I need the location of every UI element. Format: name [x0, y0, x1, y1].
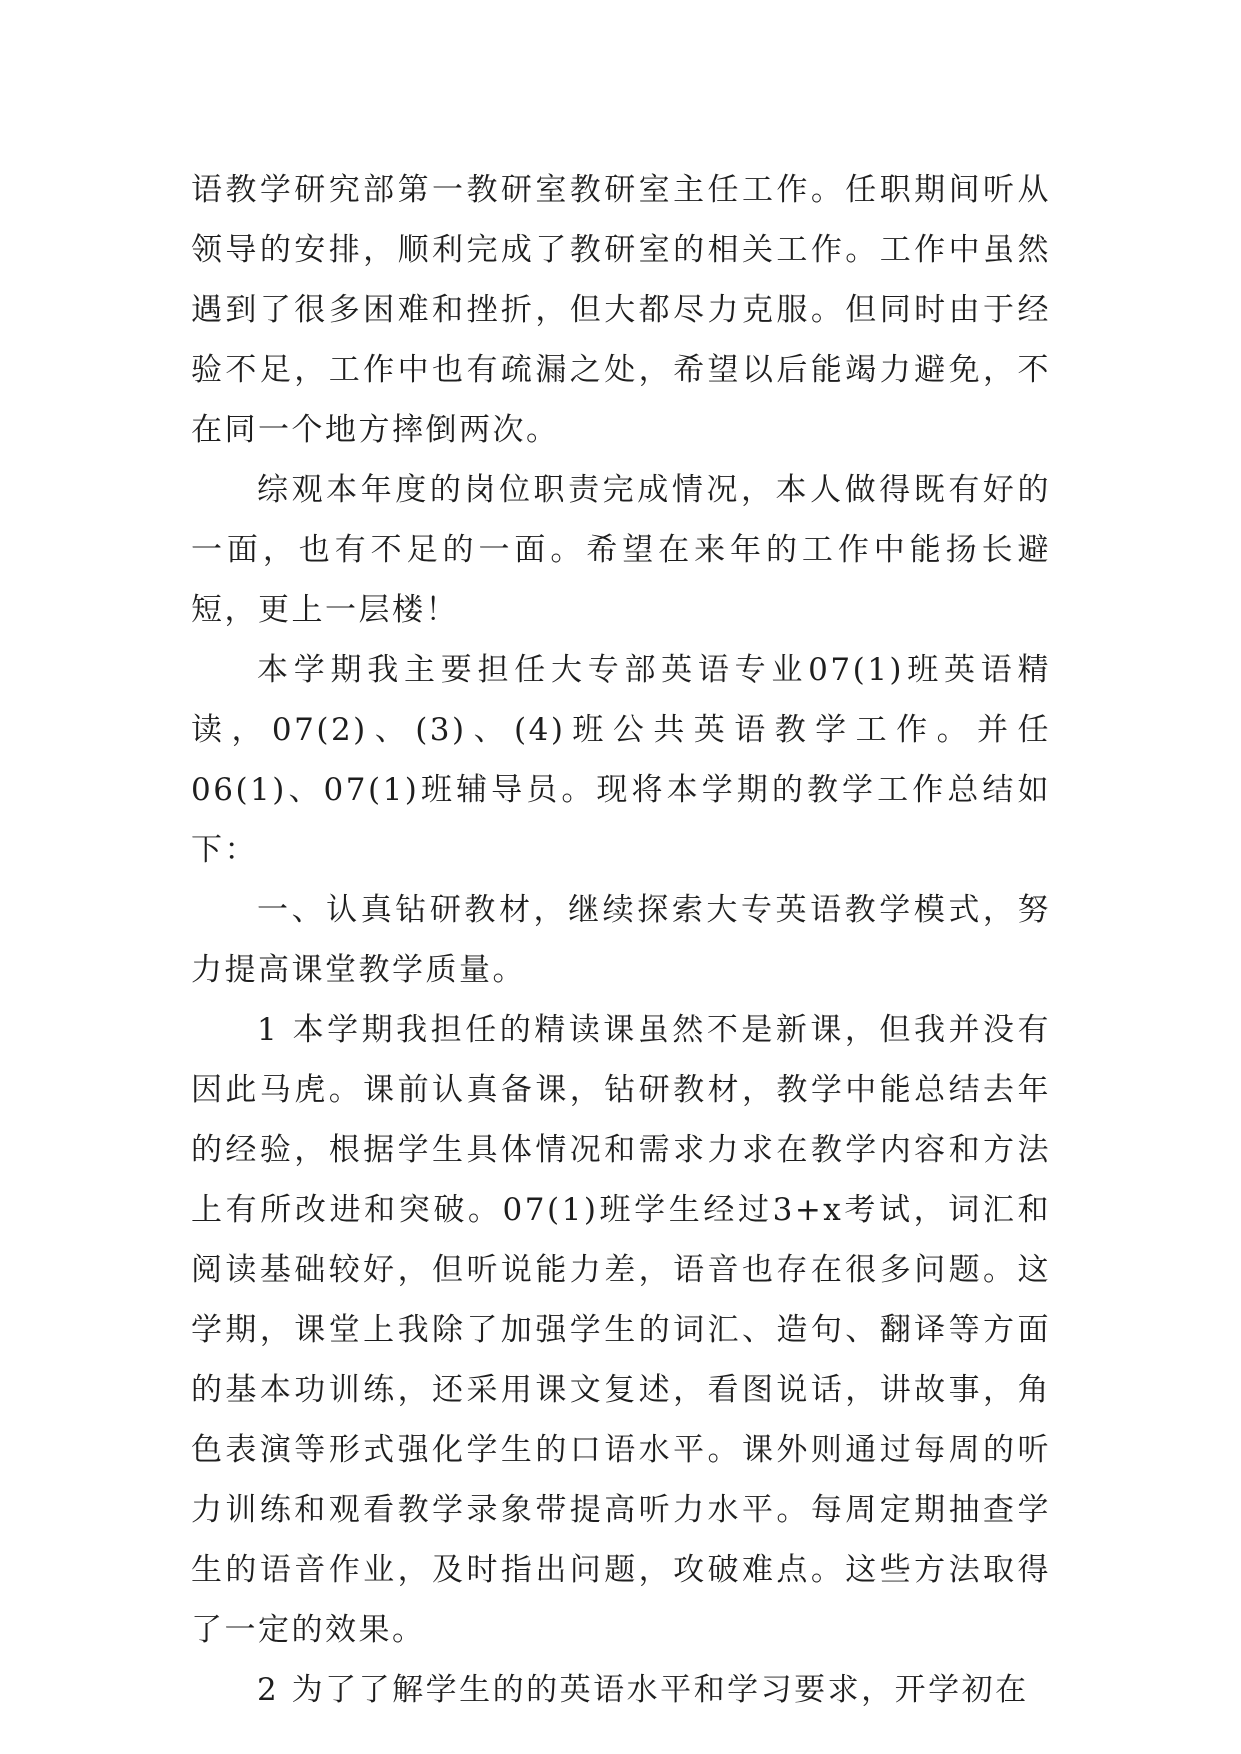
- paragraph-4: 一、认真钻研教材，继续探索大专英语教学模式，努力提高课堂教学质量。: [191, 892, 1051, 988]
- paragraph-5: 1 本学期我担任的精读课虽然不是新课，但我并没有因此马虎。课前认真备课，钻研教材，教学中能总结去年的经验，根据学生具体情况和需求力求在教学内容和方法上有所改进和突破。07(1)班学生经过3+x考试，词汇和阅读基础较好，但听说能力差，语音也存在很多问题。这学期，课堂上我除了加强学生的词汇、造句、翻译等方面的基本功训练，还采用课文复述，看图说话，讲故事，角色表演等形式强化学生的口语水平。课外则通过每周的听力训练和观看教学录象带提高听力水平。每周定期抽查学生的语音作业，及时指出问题，攻破难点。这些方法取得了一定的效果。: [191, 1012, 1051, 1648]
- paragraph-1: 语教学研究部第一教研室教研室主任工作。任职期间听从领导的安排，顺利完成了教研室的相关工作。工作中虽然遇到了很多困难和挫折，但大都尽力克服。但同时由于经验不足，工作中也有疏漏之处，希望以后能竭力避免，不在同一个地方摔倒两次。: [191, 172, 1051, 448]
- document-body: [191, 160, 1051, 1720]
- paragraph-2: 综观本年度的岗位职责完成情况，本人做得既有好的一面，也有不足的一面。希望在来年的工作中能扬长避短，更上一层楼！: [191, 472, 1051, 628]
- paragraph-3: 本学期我主要担任大专部英语专业07(1)班英语精读，07(2)、(3)、(4)班公共英语教学工作。并任06(1)、07(1)班辅导员。现将本学期的教学工作总结如下：: [191, 652, 1051, 868]
- paragraph-6: 2 为了了解学生的的英语水平和学习要求，开学初在: [257, 1672, 1029, 1708]
